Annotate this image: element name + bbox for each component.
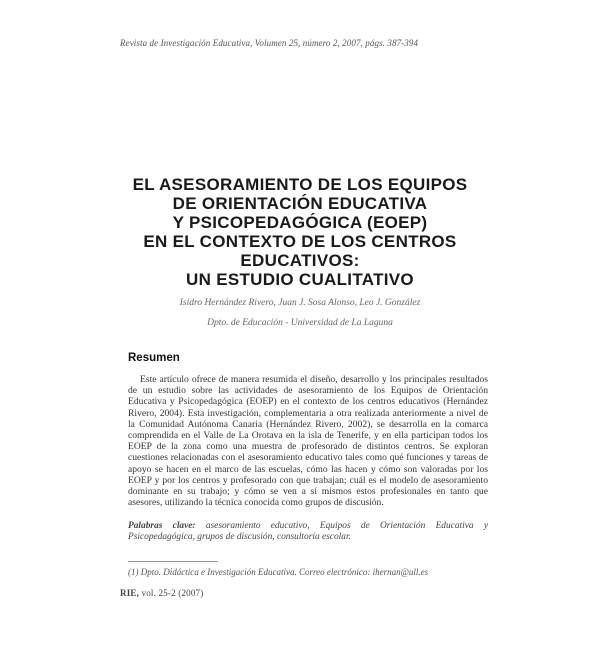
title-line: Y PSICOPEDAGÓGICA (EOEP) xyxy=(172,213,428,232)
running-head: Revista de Investigación Educativa, Volumen 25, número 2, 2007, págs. 387-394 xyxy=(120,38,419,48)
authors: Isidro Hernández Rivero, Juan J. Sosa Alonso, Leo J. González xyxy=(179,298,421,308)
keywords-text: asesoramiento educativo, Equipos de Orientación Educativa y Psicopedagógica, grupos de discusión, consultoría escolar. xyxy=(128,521,489,543)
title-line: EDUCATIVOS: xyxy=(240,251,360,270)
footnote-divider xyxy=(128,561,218,562)
journal-abbrev: RIE, xyxy=(120,588,140,598)
page-footer xyxy=(120,588,203,598)
affiliation: Dpto. de Educación - Universidad de La Laguna xyxy=(207,318,393,328)
abstract-paragraph: Este artículo ofrece de manera resumida el diseño, desarrollo y los principales resultados de un estudio sobre las actividades de asesoramiento de los Equipos de Orientación Educativa y Psicopedagógica (EOEP) en el contexto de los centros educativos (Hernández Rivero, 2004). Esta investigación, complementaria a otra realizada anteriormente a nivel de la Comunidad Autónoma Canaria (Hernández Rivero, 2002), se desarrolla en la comarca comprendida en el Valle de La Orotava en la isla de Tenerife, y en ella participan todos los EOEP de la zona como una muestra de profesorado de distintos centros. Se exploran cuestiones relacionadas con el asesoramiento educativo tales como qué funciones y tareas de apoyo se hacen en el marco de las escuelas, cómo las hacen y cómo son valoradas por los EOEP y por los centros y profesorado con que trabajan; cuál es el modelo de asesoramiento dominante en su trabajo; y cómo se ven a sí mismos estos profesionales en tanto que asesores, utilizando la técnica conocida como grupos de discusión. xyxy=(128,374,488,509)
keywords-label: Palabras clave: xyxy=(128,521,196,531)
title-line: EN EL CONTEXTO DE LOS CENTROS xyxy=(143,232,457,251)
title-line: EL ASESORAMIENTO DE LOS EQUIPOS xyxy=(132,175,468,194)
abstract-body xyxy=(128,374,488,508)
keywords xyxy=(128,521,488,543)
abstract-heading: Resumen xyxy=(128,352,180,364)
article-title xyxy=(80,175,520,289)
footnote: (1) Dpto. Didáctica e Investigación Educativa. Correo electrónico: ihernan@ull.es xyxy=(128,567,429,577)
title-line: DE ORIENTACIÓN EDUCATIVA xyxy=(172,194,428,213)
title-line: UN ESTUDIO CUALITATIVO xyxy=(186,270,414,289)
journal-volume: vol. 25-2 (2007) xyxy=(141,588,204,598)
